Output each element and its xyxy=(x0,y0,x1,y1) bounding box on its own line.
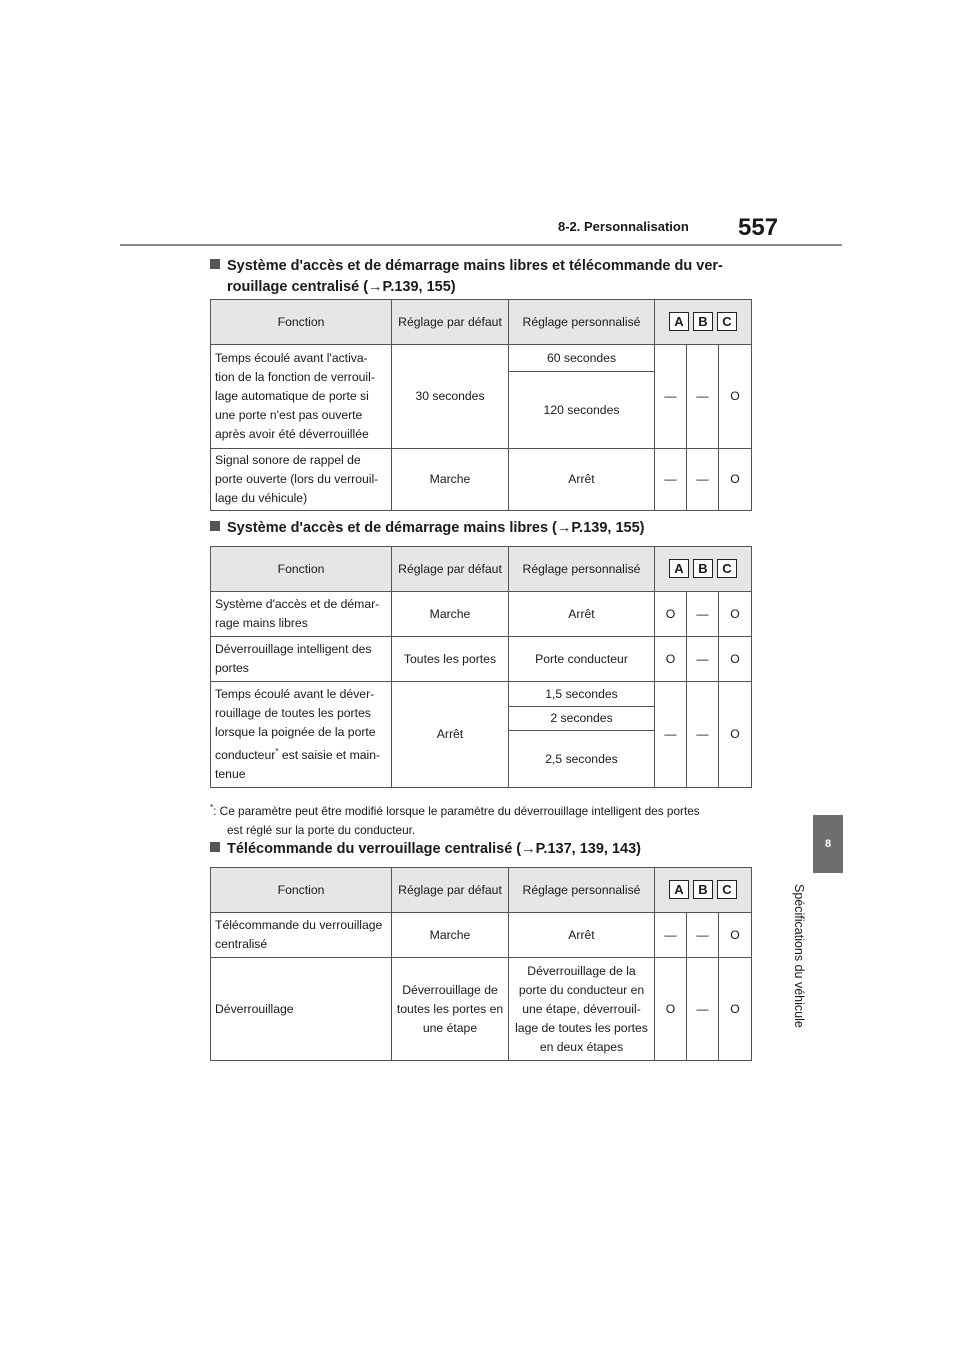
cell-c: O xyxy=(719,958,752,1061)
cell-perso: 1,5 secondes xyxy=(509,682,655,707)
section3-title: Télécommande du verrouillage centralisé (→P.137, 139, 143) xyxy=(210,839,641,860)
cell-perso: Porte conducteur xyxy=(509,637,655,682)
cell-a: — xyxy=(655,345,687,449)
table-row xyxy=(211,958,752,1061)
column-c-icon: C xyxy=(717,559,737,578)
col-fonction: Fonction xyxy=(211,868,392,913)
cell-c: O xyxy=(719,913,752,958)
cell-b: — xyxy=(687,682,719,788)
cell-b: — xyxy=(687,913,719,958)
col-abc xyxy=(655,547,752,592)
col-abc xyxy=(655,868,752,913)
cell-fonction: Système d'accès et de démar-rage mains libres xyxy=(211,592,392,637)
cell-perso: 2,5 secondes xyxy=(509,731,655,788)
column-b-icon: B xyxy=(693,312,713,331)
bullet-square-icon xyxy=(210,521,220,531)
cell-defaut: Marche xyxy=(392,592,509,637)
table-row xyxy=(211,449,752,511)
cell-perso: Arrêt xyxy=(509,913,655,958)
cell-a: — xyxy=(655,449,687,511)
column-c-icon: C xyxy=(717,880,737,899)
col-reglage-defaut: Réglage par défaut xyxy=(392,300,509,345)
cell-defaut: 30 secondes xyxy=(392,345,509,449)
cell-defaut: Arrêt xyxy=(392,682,509,788)
section2-table xyxy=(210,546,752,788)
column-c-icon: C xyxy=(717,312,737,331)
cell-defaut: Toutes les portes xyxy=(392,637,509,682)
col-reglage-defaut: Réglage par défaut xyxy=(392,547,509,592)
chapter-side-label: Spécifications du véhicule xyxy=(792,884,806,1028)
cell-perso: 60 secondes xyxy=(509,345,655,372)
cell-fonction: Déverrouillage xyxy=(211,958,392,1061)
col-reglage-perso: Réglage personnalisé xyxy=(509,547,655,592)
footnote: *: Ce paramètre peut être modifié lorsque le paramètre du déverrouillage intelligent des portes est réglé sur la porte du conducteur. xyxy=(210,803,700,837)
cell-b: — xyxy=(687,637,719,682)
section-header: 8-2. Personnalisation xyxy=(558,219,689,234)
cell-perso: Déverrouillage de la porte du conducteur en une étape, déverrouil-lage de toutes les portes en deux étapes xyxy=(509,958,655,1061)
bullet-square-icon xyxy=(210,259,220,269)
cell-b: — xyxy=(687,449,719,511)
table-row xyxy=(211,637,752,682)
cell-perso: 120 secondes xyxy=(509,372,655,449)
cell-perso: 2 secondes xyxy=(509,707,655,731)
section1-table xyxy=(210,299,752,511)
cell-fonction: Télécommande du verrouillage centralisé xyxy=(211,913,392,958)
column-a-icon: A xyxy=(669,559,689,578)
table-row xyxy=(211,682,752,707)
cell-fonction: Temps écoulé avant le déver-rouillage de toutes les portes lorsque la poignée de la porte conducteur* est saisie et main-tenue xyxy=(211,682,392,788)
cell-c: O xyxy=(719,637,752,682)
table-row xyxy=(211,913,752,958)
cell-a: O xyxy=(655,637,687,682)
col-reglage-perso: Réglage personnalisé xyxy=(509,300,655,345)
table-header-row xyxy=(211,300,752,345)
cell-perso: Arrêt xyxy=(509,449,655,511)
cell-b: — xyxy=(687,592,719,637)
cell-fonction: Déverrouillage intelligent des portes xyxy=(211,637,392,682)
column-b-icon: B xyxy=(693,880,713,899)
page-number: 557 xyxy=(738,214,779,241)
col-fonction: Fonction xyxy=(211,300,392,345)
cell-c: O xyxy=(719,592,752,637)
column-b-icon: B xyxy=(693,559,713,578)
cell-perso: Arrêt xyxy=(509,592,655,637)
cell-a: — xyxy=(655,682,687,788)
column-a-icon: A xyxy=(669,880,689,899)
col-fonction: Fonction xyxy=(211,547,392,592)
cell-a: O xyxy=(655,592,687,637)
cell-defaut: Déverrouillage de toutes les portes en une étape xyxy=(392,958,509,1061)
cell-defaut: Marche xyxy=(392,449,509,511)
chapter-tab: 8 xyxy=(813,815,843,873)
cell-c: O xyxy=(719,449,752,511)
table-header-row xyxy=(211,868,752,913)
col-reglage-defaut: Réglage par défaut xyxy=(392,868,509,913)
cell-c: O xyxy=(719,682,752,788)
cell-a: — xyxy=(655,913,687,958)
cell-defaut: Marche xyxy=(392,913,509,958)
table-row xyxy=(211,592,752,637)
cell-fonction: Signal sonore de rappel de porte ouverte (lors du verrouil-lage du véhicule) xyxy=(211,449,392,511)
header-divider xyxy=(120,244,842,246)
cell-b: — xyxy=(687,345,719,449)
cell-a: O xyxy=(655,958,687,1061)
section2-title: Système d'accès et de démarrage mains libres (→P.139, 155) xyxy=(210,518,644,539)
column-a-icon: A xyxy=(669,312,689,331)
table-header-row xyxy=(211,547,752,592)
section1-title: Système d'accès et de démarrage mains libres et télécommande du ver- rouillage centralisé (→P.139, 155) xyxy=(210,256,723,298)
cell-b: — xyxy=(687,958,719,1061)
cell-fonction: Temps écoulé avant l'activa-tion de la fonction de verrouil-lage automatique de porte si une porte n'est pas ouverte après avoir été déverrouillée xyxy=(211,345,392,449)
cell-c: O xyxy=(719,345,752,449)
bullet-square-icon xyxy=(210,842,220,852)
col-reglage-perso: Réglage personnalisé xyxy=(509,868,655,913)
col-abc xyxy=(655,300,752,345)
section3-table xyxy=(210,867,752,1061)
table-row xyxy=(211,345,752,372)
